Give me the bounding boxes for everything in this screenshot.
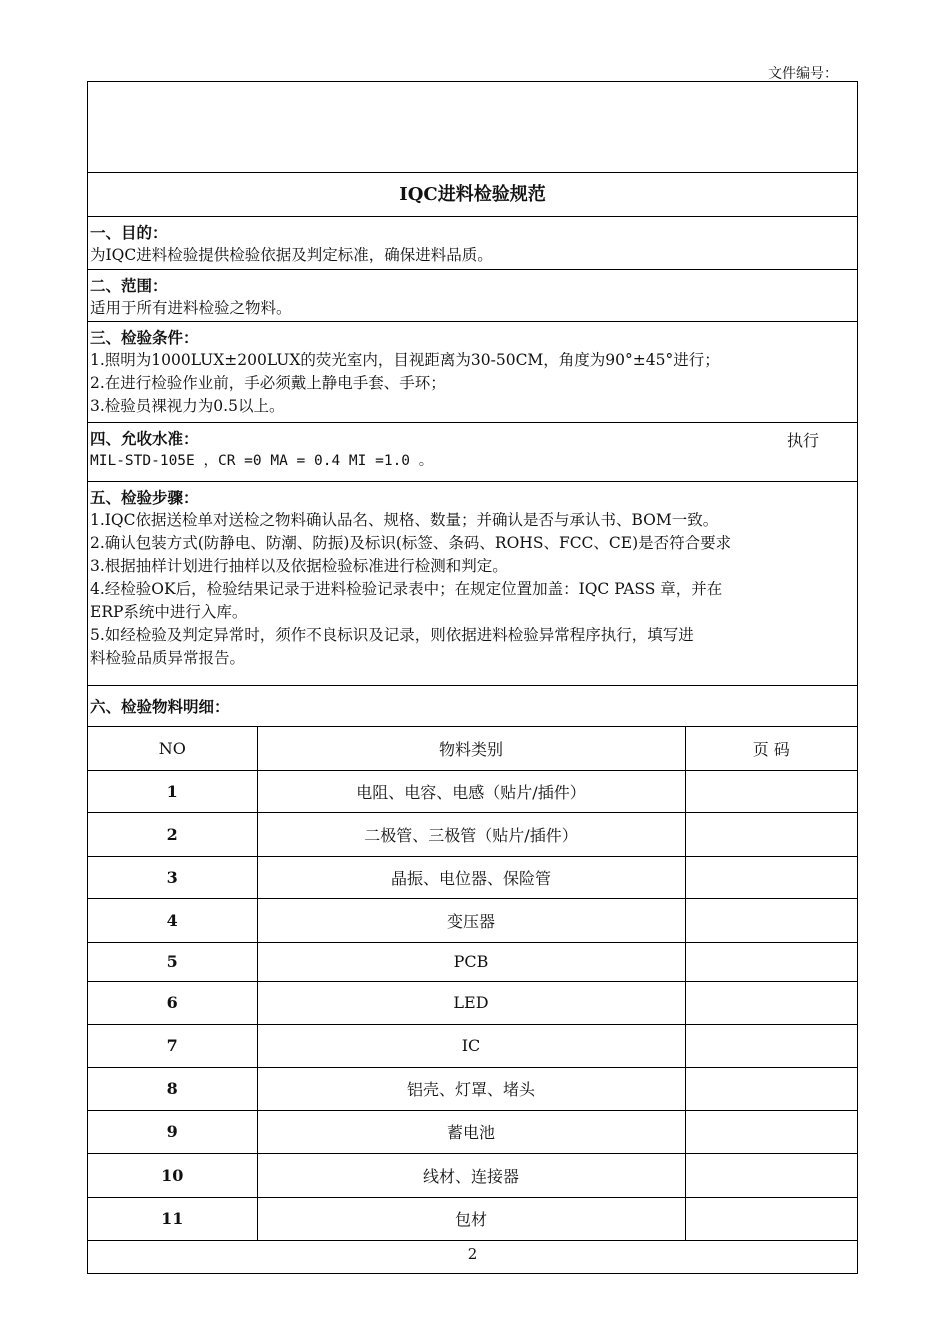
row-page	[685, 1153, 857, 1197]
section-heading: 三、检验条件：	[90, 328, 199, 347]
row-category: 包材	[257, 1197, 685, 1240]
row-page	[685, 1067, 857, 1110]
table-row	[88, 812, 857, 856]
row-no: 2	[88, 812, 257, 856]
row-page	[685, 1024, 857, 1067]
document-number-label: 文件编号：	[768, 66, 838, 82]
section-scope	[88, 270, 857, 322]
section-line: 适用于所有进料检验之物料。	[90, 299, 292, 317]
section-heading: 五、检验步骤：	[90, 488, 199, 507]
row-category: LED	[257, 981, 685, 1024]
header-page: 页 码	[685, 727, 857, 770]
section-line: 料检验品质异常报告。	[90, 649, 246, 667]
table-row	[88, 1110, 857, 1153]
row-category: 晶振、电位器、保险管	[257, 856, 685, 898]
header-blank-area	[88, 82, 857, 173]
row-page	[685, 770, 857, 812]
row-page	[685, 812, 857, 856]
row-category: PCB	[257, 942, 685, 981]
table-row	[88, 1067, 857, 1110]
row-page	[685, 942, 857, 981]
row-no: 11	[88, 1197, 257, 1240]
row-page	[685, 898, 857, 942]
section-conditions	[88, 322, 857, 423]
row-no: 4	[88, 898, 257, 942]
section-line: 为IQC进料检验提供检验依据及判定标准，确保进料品质。	[90, 246, 493, 264]
document-frame	[87, 81, 858, 1274]
row-category: 电阻、电容、电感（贴片/插件）	[257, 770, 685, 812]
table-row	[88, 1153, 857, 1197]
row-no: 9	[88, 1110, 257, 1153]
row-category: 蓄电池	[257, 1110, 685, 1153]
section-aql	[88, 423, 857, 482]
section-line: 2.在进行检验作业前，手必须戴上静电手套、手环；	[90, 374, 446, 392]
row-no: 8	[88, 1067, 257, 1110]
section-purpose	[88, 217, 857, 270]
row-page	[685, 1110, 857, 1153]
materials-table	[88, 727, 857, 1241]
table-row	[88, 898, 857, 942]
table-row	[88, 1024, 857, 1067]
section-line: 4.经检验OK后，检验结果记录于进料检验记录表中；在规定位置加盖：IQC PASS 章，并在	[90, 580, 723, 598]
row-no: 5	[88, 942, 257, 981]
section-heading: 一、目的：	[90, 223, 168, 242]
row-no: 10	[88, 1153, 257, 1197]
section-steps	[88, 482, 857, 686]
table-row	[88, 1197, 857, 1240]
section-line: 1.IQC依据送检单对送检之物料确认品名、规格、数量；并确认是否与承认书、BOM一致。	[90, 511, 719, 529]
row-category: 铝壳、灯罩、堵头	[257, 1067, 685, 1110]
row-no: 6	[88, 981, 257, 1024]
header-no: NO	[88, 727, 257, 770]
section-heading: 二、范围：	[90, 276, 168, 295]
exec-label: 执行	[786, 431, 819, 450]
table-header-row	[88, 727, 857, 770]
section-line: 1.照明为1000LUX±200LUX的荧光室内，目视距离为30-50CM，角度为90°±45°进行；	[90, 351, 720, 369]
row-no: 3	[88, 856, 257, 898]
row-page	[685, 981, 857, 1024]
section-line: 3.根据抽样计划进行抽样以及依据检验标准进行检测和判定。	[90, 557, 508, 575]
row-category: IC	[257, 1024, 685, 1067]
row-category: 变压器	[257, 898, 685, 942]
header-category: 物料类别	[257, 727, 685, 770]
table-row	[88, 770, 857, 812]
page-number: 2	[467, 1245, 478, 1263]
table-row	[88, 981, 857, 1024]
section-line: ERP系统中进行入库。	[90, 603, 248, 621]
section-heading: 四、允收水准：	[90, 429, 199, 448]
section-line: 5.如经检验及判定异常时，须作不良标识及记录，则依据进料检验异常程序执行，填写进	[90, 626, 694, 644]
row-page	[685, 856, 857, 898]
section-line: MIL-STD-105E ，CR =0 MA = 0.4 MI =1.0 。	[90, 453, 434, 469]
document-title: IQC进料检验规范	[88, 173, 857, 217]
section-line: 3.检验员裸视力为0.5以上。	[90, 397, 285, 415]
row-no: 1	[88, 770, 257, 812]
row-no: 7	[88, 1024, 257, 1067]
table-row	[88, 856, 857, 898]
table-row	[88, 942, 857, 981]
section-line: 2.确认包装方式(防静电、防潮、防振)及标识(标签、条码、ROHS、FCC、CE)是否符合要求	[90, 534, 732, 552]
section-materials-heading: 六、检验物料明细：	[88, 686, 857, 727]
row-category: 二极管、三极管（贴片/插件）	[257, 812, 685, 856]
row-category: 线材、连接器	[257, 1153, 685, 1197]
row-page	[685, 1197, 857, 1240]
